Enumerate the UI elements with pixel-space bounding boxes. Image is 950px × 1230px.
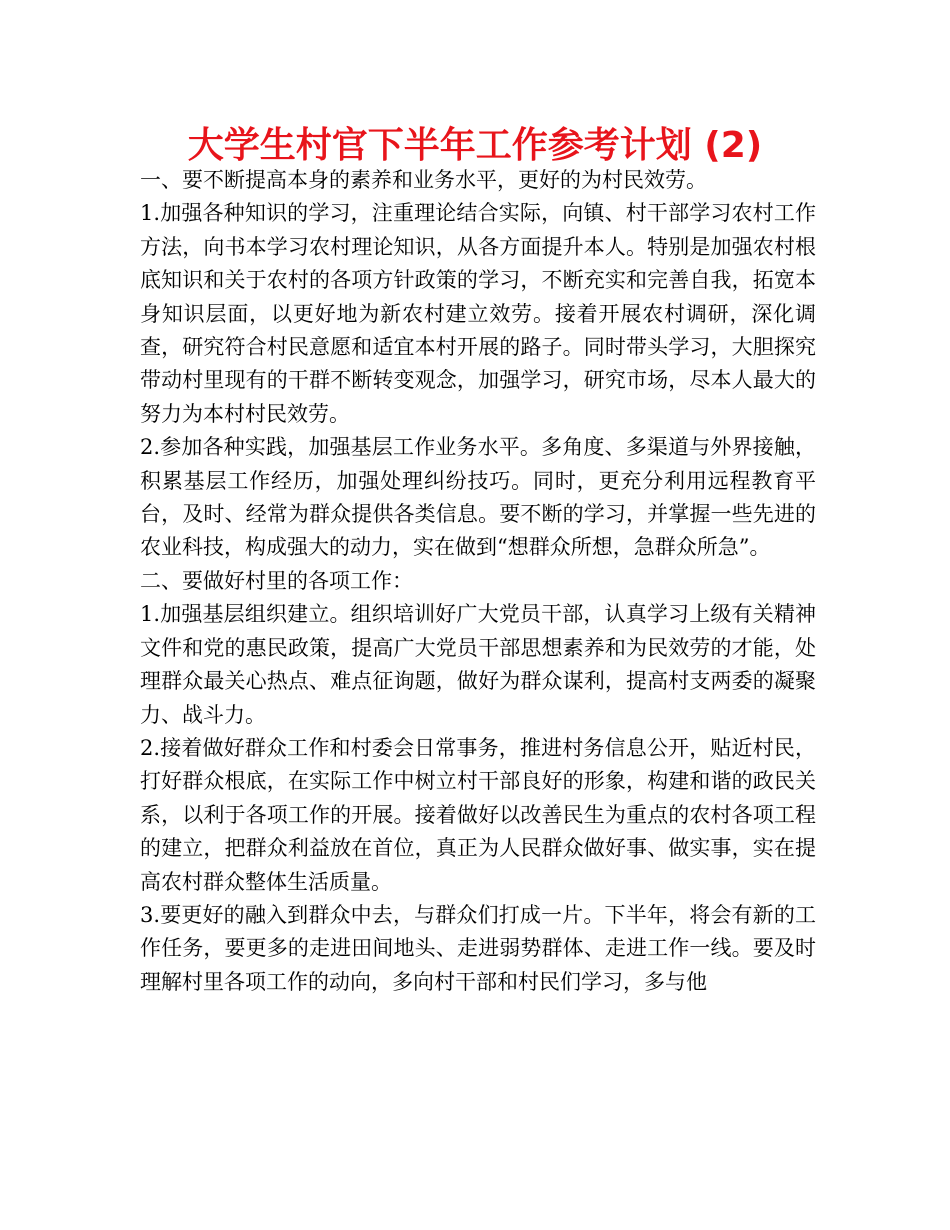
paragraph-2-2: 2.接着做好群众工作和村委会日常事务，推进村务信息公开，贴近村民，打好群众根底，在实际工作中树立村干部良好的形象，构建和谐的政民关系，以利于各项工作的开展。接着做好以改善民生为重点的农村各项工程的建立，把群众利益放在首位，真正为人民群众做好事、做实事，实在提高农村群众整体生活质量。: [140, 735, 816, 894]
section-heading-1: 一、要不断提高本身的素养和业务水平，更好的为村民效劳。: [140, 168, 707, 192]
paragraph-2-3: 3.要更好的融入到群众中去，与群众们打成一片。下半年，将会有新的工作任务，要更多的走进田间地头、走进弱势群体、走进工作一线。要及时理解村里各项工作的动向，多向村干部和村民们学习，多与他: [140, 902, 816, 994]
document-body: [140, 164, 816, 999]
paragraph-1-1: 1.加强各种知识的学习，注重理论结合实际，向镇、村干部学习农村工作方法，向书本学习农村理论知识，从各方面提升本人。特别是加强农村根底知识和关于农村的各项方针政策的学习，不断充实和完善自我，拓宽本身知识层面，以更好地为新农村建立效劳。接着开展农村调研，深化调查，研究符合村民意愿和适宜本村开展的路子。同时带头学习，大胆探究带动村里现有的干群不断转变观念，加强学习，研究市场，尽本人最大的努力为本村村民效劳。: [140, 201, 816, 426]
document-title: 大学生村官下半年工作参考计划 (2): [187, 125, 763, 166]
paragraph-2-1: 1.加强基层组织建立。组织培训好广大党员干部，认真学习上级有关精神文件和党的惠民政策，提高广大党员干部思想素养和为民效劳的才能，处理群众最关心热点、难点征询题，做好为群众谋利，提高村支两委的凝聚力、战斗力。: [140, 602, 816, 727]
section-heading-2: 二、要做好村里的各项工作：: [140, 568, 413, 593]
paragraph-1-2: 2.参加各种实践，加强基层工作业务水平。多角度、多渠道与外界接触，积累基层工作经历，加强处理纠纷技巧。同时，更充分利用远程教育平台，及时、经常为群众提供各类信息。要不断的学习，并掌握一些先进的农业科技，构成强大的动力，实在做到“想群众所想，急群众所急”。: [140, 435, 816, 560]
